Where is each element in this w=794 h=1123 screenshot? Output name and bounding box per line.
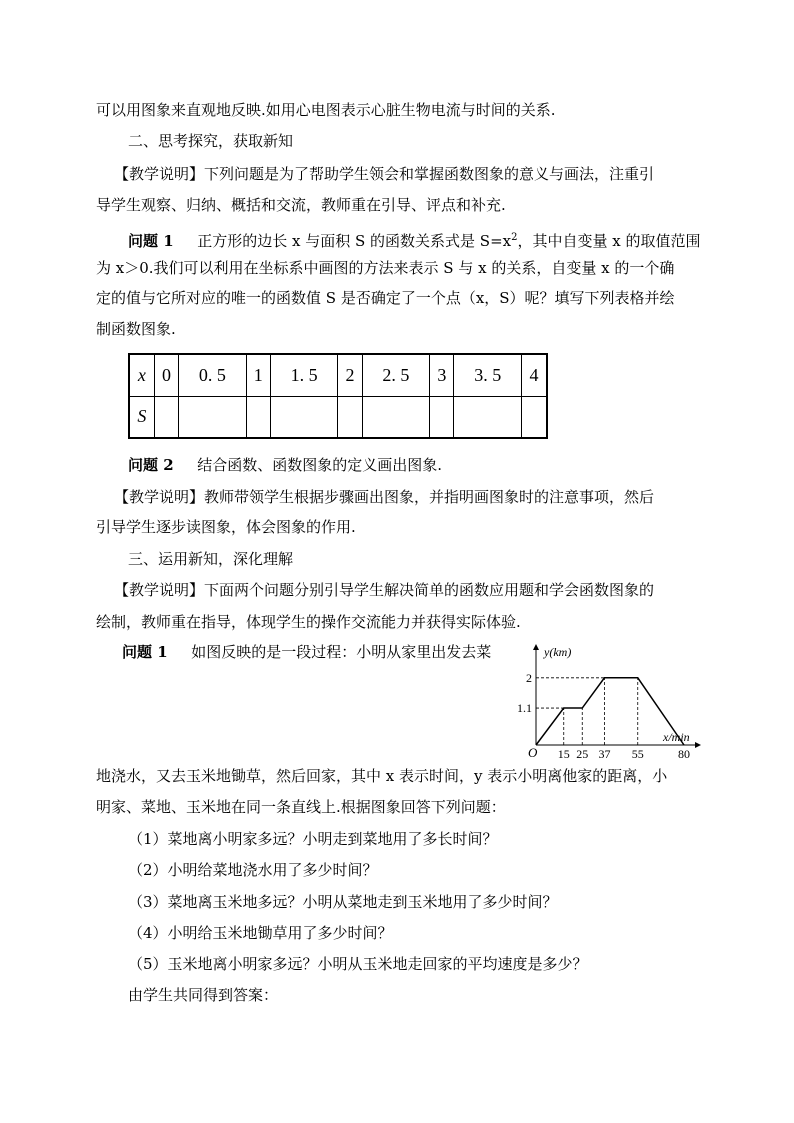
table-cell-empty [362, 396, 430, 438]
table-cell-empty [270, 396, 338, 438]
intro-end-text: 可以用图象来直观地反映.如用心电图表示心脏生物电流与时间的关系. [96, 101, 556, 119]
x-tick-label: 25 [576, 747, 589, 761]
answer-intro: 由学生共同得到答案： [128, 986, 279, 1004]
question1-line3: 定的值与它所对应的唯一的函数值 S 是否确定了一个点（x，S）呢？填写下列表格并绘 [96, 289, 675, 307]
y-axis-label: y(km) [544, 645, 572, 659]
origin-label: O [528, 745, 538, 760]
table-cell: 2. 5 [362, 354, 430, 396]
question2-text: 结合函数、函数图象的定义画出图象. [197, 456, 443, 474]
table-row-x [129, 354, 547, 396]
subquestion-2: （2）小明给菜地浇水用了多少时间？ [128, 861, 378, 879]
question1-formula-pre: 正方形的边长 x 与面积 S 的函数关系式是 S=x [197, 232, 512, 250]
section2-title: 二、思考探究，获取新知 [128, 132, 294, 150]
section3-title: 三、运用新知，深化理解 [128, 550, 294, 568]
note2-line2: 引导学生逐步读图象，体会图象的作用. [96, 518, 356, 536]
guide-lines [536, 678, 638, 745]
problem1-line1 [122, 642, 491, 662]
table-cell: 3 [430, 354, 454, 396]
subquestion-5: （5）玉米地离小明家多远？小明从玉米地走回家的平均速度是多少？ [128, 955, 588, 973]
value-table [128, 353, 548, 439]
subquestion-4: （4）小明给玉米地锄草用了多少时间？ [128, 924, 393, 942]
note1-line2: 导学生观察、归纳、概括和交流，教师重在引导、评点和补充. [96, 196, 506, 214]
x-tick-label: 55 [631, 747, 644, 761]
table-cell-empty [179, 396, 247, 438]
x-tick-label: 37 [598, 747, 611, 761]
question1-formula-post: ，其中自变量 x 的取值范围 [517, 232, 701, 250]
note3-line1: 【教学说明】下面两个问题分别引导学生解决简单的函数应用题和学会函数图象的 [114, 581, 655, 599]
x-tick-label: 15 [557, 747, 570, 761]
table-cell: 2 [338, 354, 362, 396]
y-tick-label: 2 [526, 670, 532, 685]
note3-line2: 绘制，教师重在指导，体现学生的操作交流能力并获得实际体验. [96, 613, 521, 631]
table-cell: 4 [522, 354, 547, 396]
subquestion-1: （1）菜地离小明家多远？小明走到菜地用了多长时间？ [128, 830, 498, 848]
table-cell: 1 [246, 354, 270, 396]
question1-line4: 制函数图象. [96, 320, 176, 338]
table-cell-empty [430, 396, 454, 438]
table-cell: 1. 5 [270, 354, 338, 396]
question1-label: 问题 1 [128, 232, 174, 250]
series-line [536, 678, 684, 745]
subquestion-3: （3）菜地离玉米地多远？小明从菜地走到玉米地用了多少时间？ [128, 893, 558, 911]
table-cell: 0 [154, 354, 178, 396]
table-header-x: x [129, 354, 154, 396]
problem1-text: 如图反映的是一段过程：小明从家里出发去菜 [191, 643, 492, 661]
table-cell-empty [338, 396, 362, 438]
problem1-label: 问题 1 [122, 643, 168, 661]
question2-label: 问题 2 [128, 456, 174, 474]
x-tick-label: 80 [678, 747, 690, 761]
table-cell-empty [454, 396, 522, 438]
table-row-s [129, 396, 547, 438]
note2-line1: 【教学说明】教师带领学生根据步骤画出图象，并指明画图象时的注意事项，然后 [114, 488, 655, 506]
y-tick-label: 1.1 [517, 701, 532, 716]
problem1-line3: 明家、菜地、玉米地在同一条直线上.根据图象回答下列问题： [96, 798, 506, 816]
distance-time-chart [506, 640, 706, 761]
table-cell-empty [154, 396, 178, 438]
table-header-s: S [129, 396, 154, 438]
x-axis-label: x/min [663, 730, 690, 744]
question1-line2: 为 x＞0.我们可以利用在坐标系中画图的方法来表示 S 与 x 的关系，自变量 x 的一个确 [96, 259, 675, 277]
table-cell-empty [522, 396, 547, 438]
question1-exponent: 2 [511, 232, 518, 243]
question1-line1 [128, 228, 701, 251]
table-cell: 0. 5 [179, 354, 247, 396]
question2-line [128, 455, 442, 475]
table-cell-empty [246, 396, 270, 438]
note1-line1: 【教学说明】下列问题是为了帮助学生领会和掌握函数图象的意义与画法，注重引 [114, 165, 655, 183]
table-cell: 3. 5 [454, 354, 522, 396]
problem1-line2: 地浇水，又去玉米地锄草，然后回家，其中 x 表示时间，y 表示小明离他家的距离，小 [96, 767, 668, 785]
